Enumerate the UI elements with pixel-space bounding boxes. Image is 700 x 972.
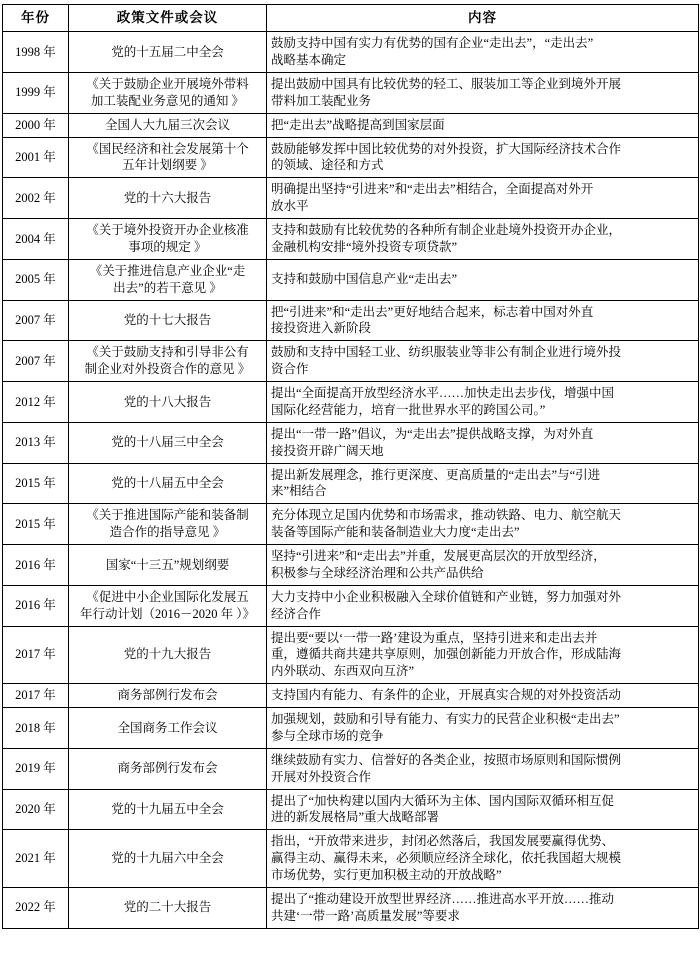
doc-line: 全国人大九届三次会议 (104, 117, 230, 132)
cell-content (267, 178, 699, 219)
table-row (3, 72, 699, 113)
cell-year: 2015 年 (3, 504, 69, 545)
content-line: 鼓励和支持中国轻工业、纺织服装业等非公有制企业进行境外投 (271, 345, 622, 360)
cell-document (69, 463, 267, 504)
cell-content (267, 830, 699, 888)
cell-content (267, 789, 699, 830)
content-line: 开展对外投资合作 (271, 769, 372, 784)
content-line: 的领域、途径和方式 (271, 158, 384, 173)
content-line: 提出新发展理念，推行更深度、更高质量的“走出去”与“引进 (271, 467, 601, 482)
cell-year: 2016 年 (3, 585, 69, 626)
doc-line: 《关于鼓励支持和引导非公有 (86, 345, 249, 360)
content-line: 金融机构安排“境外投资专项贷款” (271, 239, 458, 254)
cell-document (69, 684, 267, 708)
table-row (3, 422, 699, 463)
cell-content (267, 708, 699, 749)
doc-line: 商务部例行发布会 (117, 761, 218, 776)
doc-line: 制企业对外投资合作的意见 》 (84, 362, 251, 377)
content-line: 把“引进来”和“走出去”更好地结合起来，标志着中国对外直 (271, 304, 594, 319)
column-header-document: 政策文件或会议 (69, 5, 267, 32)
cell-document (69, 341, 267, 382)
cell-content (267, 259, 699, 300)
doc-line: 党的十九届五中全会 (111, 802, 224, 817)
cell-document (69, 422, 267, 463)
cell-year: 2000 年 (3, 113, 69, 137)
cell-content (267, 137, 699, 178)
cell-content (267, 382, 699, 423)
table-row (3, 341, 699, 382)
table-row (3, 219, 699, 260)
doc-line: 党的二十大报告 (123, 900, 212, 915)
table-row (3, 545, 699, 586)
content-line: 接投资进入新阶段 (271, 321, 372, 336)
table-row (3, 382, 699, 423)
cell-content (267, 32, 699, 73)
content-line: 提出要“要以‘一带一路’建设为重点，坚持引进来和走出去并 (271, 630, 598, 645)
cell-document (69, 585, 267, 626)
cell-year: 2007 年 (3, 300, 69, 341)
table-row (3, 585, 699, 626)
table-row (3, 626, 699, 684)
doc-line: 年行动计划（2016－2020 年 ）》 (79, 606, 255, 621)
content-line: 把“走出去”战略提高到国家层面 (271, 117, 445, 132)
content-line: 进的新发展格局”重大战略部署 (271, 810, 440, 825)
content-line: 支持和鼓励有比较优势的各种所有制企业赴境外投资开办企业， (271, 223, 622, 238)
content-line: 鼓励支持中国有实力有优势的国有企业“走出去”，“走出去” (271, 36, 594, 51)
doc-line: 出去”的若干意见 》 (113, 280, 222, 295)
doc-line: 加工装配业务意见的通知 》 (90, 93, 245, 108)
doc-line: 五年计划纲要 》 (122, 158, 213, 173)
cell-year: 2019 年 (3, 748, 69, 789)
table-row (3, 748, 699, 789)
cell-year: 1999 年 (3, 72, 69, 113)
content-line: 明确提出坚持“引进来”和“走出去”相结合，全面提高对外开 (271, 182, 594, 197)
cell-document (69, 708, 267, 749)
table-row (3, 887, 699, 928)
cell-year: 1998 年 (3, 32, 69, 73)
content-line: 赢得主动、赢得未来，必须顺应经济全球化，依托我国超大规模 (271, 851, 622, 866)
doc-line: 党的十六大报告 (123, 190, 212, 205)
doc-line: 党的十八大报告 (123, 394, 212, 409)
table-row (3, 113, 699, 137)
cell-content (267, 113, 699, 137)
cell-document (69, 626, 267, 684)
cell-content (267, 219, 699, 260)
content-line: 战略基本确定 (271, 53, 347, 68)
doc-line: 《国民经济和社会发展第十个 (86, 141, 249, 156)
doc-line: 党的十七大报告 (123, 313, 212, 328)
doc-line: 全国商务工作会议 (117, 720, 218, 735)
column-header-year: 年份 (3, 5, 69, 32)
content-line: 经济合作 (271, 606, 322, 621)
content-line: 继续鼓励有实力、信誉好的各类企业，按照市场原则和国际惯例 (271, 752, 622, 767)
cell-year: 2004 年 (3, 219, 69, 260)
cell-content (267, 748, 699, 789)
cell-document (69, 137, 267, 178)
content-line: 国际化经营能力，培育一批世界水平的跨国公司。” (271, 402, 546, 417)
doc-line: 商务部例行发布会 (117, 688, 218, 703)
table-header (3, 5, 699, 32)
policy-table (2, 4, 699, 929)
cell-year: 2013 年 (3, 422, 69, 463)
cell-year: 2012 年 (3, 382, 69, 423)
doc-line: 党的十八届三中全会 (111, 435, 224, 450)
doc-line: 《关于推进信息产业企业“走 (89, 263, 246, 278)
cell-document (69, 113, 267, 137)
doc-line: 国家“十三五”规划纲要 (105, 557, 230, 572)
doc-line: 党的十九大报告 (123, 647, 212, 662)
content-line: 提出“全面提高开放型经济水平……加快走出去步伐，增强中国 (271, 386, 615, 401)
content-line: 提出鼓励中国具有比较优势的轻工、服装加工等企业到境外开展 (271, 76, 622, 91)
cell-year: 2017 年 (3, 626, 69, 684)
cell-content (267, 422, 699, 463)
content-line: 来”相结合 (271, 484, 327, 499)
table-row (3, 789, 699, 830)
table-row (3, 504, 699, 545)
content-line: 内外联动、东西双向互济” (271, 664, 415, 679)
table-row (3, 32, 699, 73)
content-line: 提出“一带一路”倡议，为“走出去”提供战略支撑，为对外直 (271, 426, 594, 441)
cell-document (69, 219, 267, 260)
cell-year: 2002 年 (3, 178, 69, 219)
cell-document (69, 504, 267, 545)
cell-document (69, 300, 267, 341)
content-line: 支持和鼓励中国信息产业“走出去” (271, 272, 458, 287)
cell-content (267, 626, 699, 684)
doc-line: 党的十五届二中全会 (111, 44, 224, 59)
doc-line: 《关于鼓励企业开展境外带料 (86, 76, 249, 91)
cell-year: 2015 年 (3, 463, 69, 504)
cell-year: 2016 年 (3, 545, 69, 586)
table-row (3, 259, 699, 300)
table-body (3, 32, 699, 929)
cell-document (69, 748, 267, 789)
cell-content (267, 585, 699, 626)
table-row (3, 708, 699, 749)
content-line: 加强规划，鼓励和引导有能力、有实力的民营企业积极“走出去” (271, 712, 620, 727)
column-header-content: 内容 (267, 5, 699, 32)
cell-content (267, 341, 699, 382)
table-row (3, 137, 699, 178)
table-row (3, 178, 699, 219)
doc-line: 事项的规定 》 (128, 239, 207, 254)
cell-year: 2007 年 (3, 341, 69, 382)
doc-line: 《关于推进国际产能和装备制 (86, 508, 249, 523)
table-header-row (3, 5, 699, 32)
content-line: 放水平 (271, 199, 309, 214)
content-line: 充分体现立足国内优势和市场需求，推动铁路、电力、航空航天 (271, 508, 622, 523)
cell-content (267, 72, 699, 113)
cell-content (267, 684, 699, 708)
cell-content (267, 300, 699, 341)
doc-line: 《关于境外投资开办企业核准 (86, 223, 249, 238)
table-row (3, 830, 699, 888)
cell-document (69, 887, 267, 928)
content-line: 提出了“加快构建以国内大循环为主体、国内国际双循环相互促 (271, 793, 615, 808)
content-line: 参与全球市场的竞争 (271, 728, 384, 743)
cell-year: 2021 年 (3, 830, 69, 888)
content-line: 市场优势，实行更加积极主动的开放战略” (271, 868, 502, 883)
cell-document (69, 72, 267, 113)
cell-year: 2018 年 (3, 708, 69, 749)
content-line: 支持国内有能力、有条件的企业，开展真实合规的对外投资活动 (271, 688, 622, 703)
doc-line: 造合作的指导意见 》 (109, 525, 226, 540)
cell-document (69, 178, 267, 219)
content-line: 装备等国际产能和装备制造业大力度“走出去” (271, 525, 520, 540)
table-row (3, 684, 699, 708)
cell-document (69, 789, 267, 830)
cell-year: 2020 年 (3, 789, 69, 830)
content-line: 鼓励能够发挥中国比较优势的对外投资，扩大国际经济技术合作 (271, 141, 622, 156)
cell-content (267, 463, 699, 504)
table-row (3, 463, 699, 504)
cell-document (69, 830, 267, 888)
cell-document (69, 545, 267, 586)
content-line: 带料加工装配业务 (271, 93, 372, 108)
content-line: 接投资开辟广阔天地 (271, 443, 384, 458)
content-line: 重，遵循共商共建共享原则，加强创新能力开放合作，形成陆海 (271, 647, 622, 662)
cell-document (69, 382, 267, 423)
cell-year: 2022 年 (3, 887, 69, 928)
doc-line: 党的十八届五中全会 (111, 476, 224, 491)
content-line: 大力支持中小企业积极融入全球价值链和产业链，努力加强对外 (271, 589, 622, 604)
cell-content (267, 545, 699, 586)
content-line: 坚持“引进来”和“走出去”并重，发展更高层次的开放型经济， (271, 549, 606, 564)
cell-document (69, 259, 267, 300)
cell-content (267, 887, 699, 928)
cell-year: 2017 年 (3, 684, 69, 708)
content-line: 资合作 (271, 362, 309, 377)
table-row (3, 300, 699, 341)
content-line: 共建‘一带一路’高质量发展”等要求 (271, 908, 460, 923)
content-line: 提出了“推动建设开放型世界经济……推进高水平开放……推动 (271, 891, 615, 906)
content-line: 积极参与全球经济治理和公共产品供给 (271, 565, 484, 580)
cell-content (267, 504, 699, 545)
content-line: 指出，“开放带来进步，封闭必然落后，我国发展要赢得优势、 (271, 834, 615, 849)
doc-line: 党的十九届六中全会 (111, 851, 224, 866)
cell-year: 2001 年 (3, 137, 69, 178)
cell-document (69, 32, 267, 73)
cell-year: 2005 年 (3, 259, 69, 300)
doc-line: 《促进中小企业国际化发展五 (86, 589, 249, 604)
